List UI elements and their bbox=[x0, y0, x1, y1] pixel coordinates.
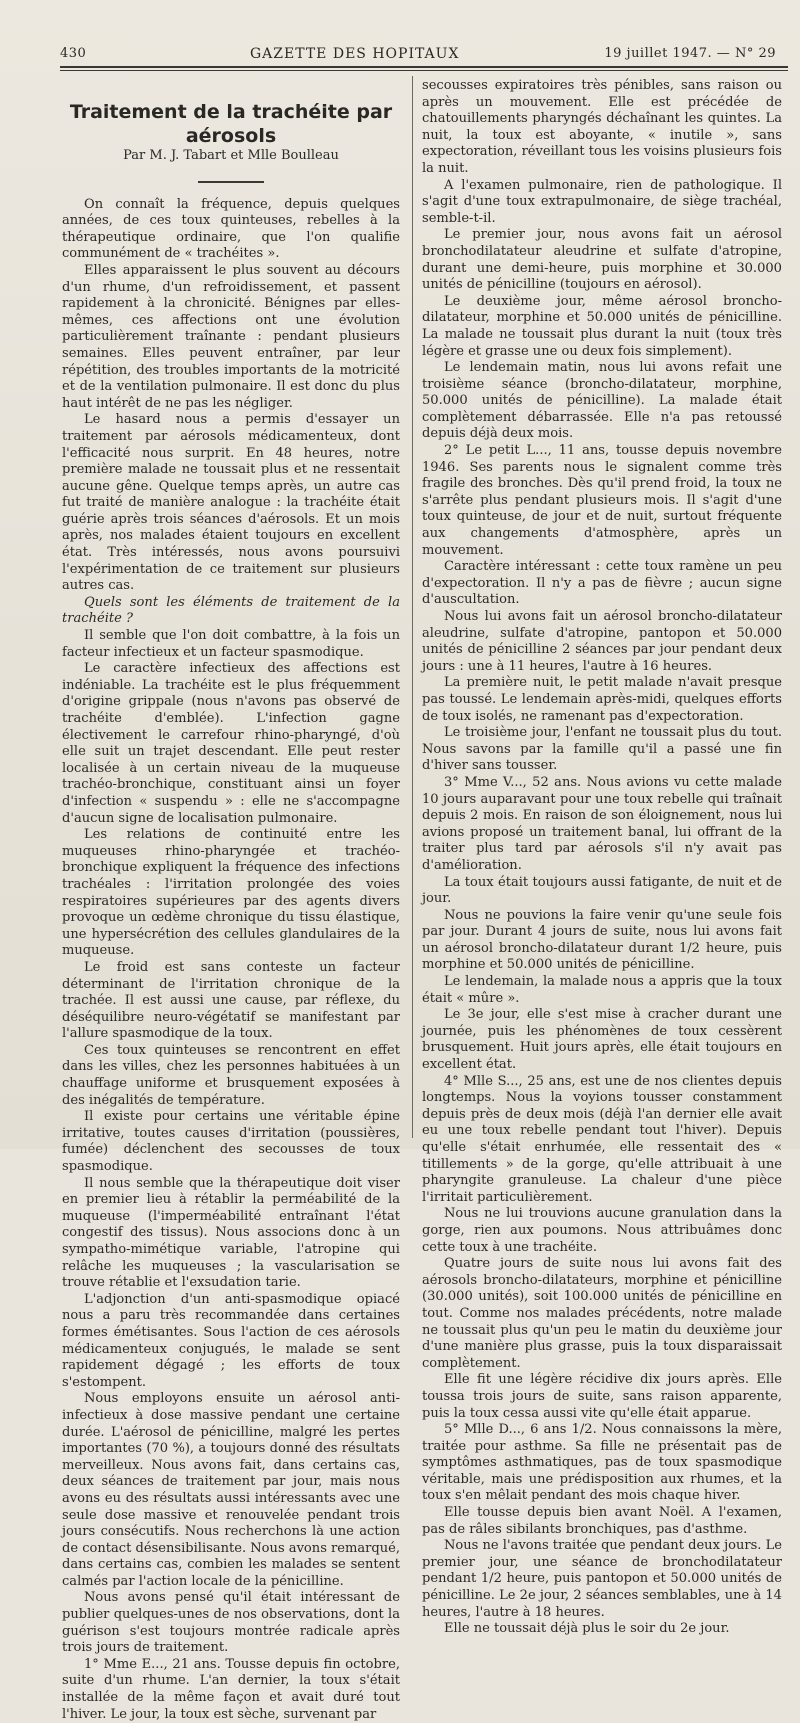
left-column bbox=[62, 78, 400, 1723]
paragraph: 1° Mme E..., 21 ans. Tousse depuis fin octobre, suite d'un rhume. L'an dernier, la toux s'était installée de la même façon et avait duré tout l'hiver. Le jour, la toux est sèche, survenant par bbox=[62, 1656, 400, 1722]
article-byline: Par M. J. Tabart et Mlle Boulleau bbox=[123, 148, 339, 163]
paragraph: 3° Mme V..., 52 ans. Nous avions vu cette malade 10 jours auparavant pour une toux rebelle qui traînait depuis 2 mois. En raison de son éloignement, nous lui avions proposé un traitement banal, lui offrant de la traiter plus tard par aérosols s'il n'y avait pas d'amélioration. bbox=[422, 774, 782, 873]
paragraph: A l'examen pulmonaire, rien de pathologique. Il s'agit d'une toux extrapulmonaire, de siège trachéal, semble-t-il. bbox=[422, 177, 782, 226]
paragraph: Elle tousse depuis bien avant Noël. A l'examen, pas de râles sibilants bronchiques, pas d'asthme. bbox=[422, 1505, 782, 1537]
paragraph: Il semble que l'on doit combattre, à la fois un facteur infectieux et un facteur spasmodique. bbox=[62, 628, 400, 660]
paragraph: Les relations de continuité entre les muqueuses rhino-pharyngée et trachéo-bronchique expliquent la fréquence des infections trachéales : l'irritation prolongée des voies respiratoires supérieures par des agents divers provoque un œdème chronique du tissu élastique, une hypersécrétion des cellules glandulaires de la muqueuse. bbox=[62, 827, 400, 959]
paragraph: Nous ne pouvions la faire venir qu'une seule fois par jour. Durant 4 jours de suite, nous lui avons fait un aérosol broncho-dilatateur durant 1/2 heure, puis morphine et 50.000 unités de pénicilline. bbox=[422, 907, 782, 973]
paragraph: Elle fit une légère récidive dix jours après. Elle toussa trois jours de suite, sans raison apparente, puis la toux cessa aussi vite qu'elle était apparue. bbox=[422, 1372, 782, 1421]
paragraph: Elle ne toussait déjà plus le soir du 2e jour. bbox=[444, 1621, 730, 1637]
paragraph: On connaît la fréquence, depuis quelques années, de ces toux quinteuses, rebelles à la thérapeutique ordinaire, que l'on qualifie communément de « trachéites ». bbox=[62, 196, 400, 262]
paragraph: Le deuxième jour, même aérosol broncho-dilatateur, morphine et 50.000 unités de pénicilline. La malade ne toussait plus durant la nuit (toux très légère et grasse une ou deux fois simplement). bbox=[422, 293, 782, 359]
paragraph: secousses expiratoires très pénibles, sans raison ou après un mouvement. Elle est précédée de chatouillements pharyngés déchaînant les quintes. La nuit, la toux est aboyante, « inutile », sans expectoration, réveillant tous les voisins plusieurs fois la nuit. bbox=[422, 78, 782, 176]
header-rule bbox=[60, 66, 788, 68]
paragraph: Caractère intéressant : cette toux ramène un peu d'expectoration. Il n'y a pas de fièvre ; aucun signe d'auscultation. bbox=[422, 559, 782, 608]
paragraph: Nous avons pensé qu'il était intéressant de publier quelques-unes de nos observations, dont la guérison s'est toujours montrée radicale après trois jours de traitement. bbox=[62, 1590, 400, 1656]
journal-title: GAZETTE DES HOPITAUX bbox=[250, 46, 460, 62]
title-separator bbox=[198, 181, 264, 183]
header-rule-thin bbox=[60, 70, 788, 71]
paragraph: Nous lui avons fait un aérosol broncho-dilatateur aleudrine, sulfate d'atropine, pantopon et 50.000 unités de pénicilline 2 séances par jour pendant deux jours : une à 11 heures, l'autre à 16 heures. bbox=[422, 609, 782, 674]
paragraph: L'adjonction d'un anti-spasmodique opiacé nous a paru très recommandée dans certaines formes émétisantes. Sous l'action de ces aérosols médicamenteux conjugués, le malade se sent rapidement dégagé ; les efforts de toux s'estompent. bbox=[62, 1291, 400, 1390]
section-subheading: Quels sont les éléments de traitement de la trachéite ? bbox=[62, 594, 400, 627]
paragraph: Le hasard nous a permis d'essayer un traitement par aérosols médicamenteux, dont l'efficacité nous surprit. En 48 heures, notre première malade ne toussait plus et ne ressentait aucune gêne. Quelque temps après, un autre cas fut traité de manière analogue : la trachéite était guérie après trois séances d'aérosols. Et un mois après, nos malades étaient toujours en excellent état. Très intéressés, nous avons poursuivi l'expérimentation de ce traitement sur plusieurs autres cas. bbox=[62, 412, 400, 594]
column-divider bbox=[412, 76, 413, 1138]
article-title: Traitement de la trachéite par aérosols bbox=[69, 101, 393, 147]
paragraph: Elles apparaissent le plus souvent au décours d'un rhume, d'un refroidissement, et passent rapidement à la chronicité. Bénignes par elles-mêmes, ces affections ont une évolution particulièrement traînante : pendant plusieurs semaines. Elles peuvent entraîner, par leur répétition, des troubles importants de la motricité et de la ventilation pulmonaire. Il est donc du plus haut intérêt de ne pas les négliger. bbox=[62, 262, 400, 411]
running-header bbox=[60, 44, 788, 64]
right-column bbox=[422, 78, 782, 1638]
paragraph: La première nuit, le petit malade n'avait presque pas toussé. Le lendemain après-midi, quelques efforts de toux isolés, ne ramenant pas d'expectoration. bbox=[422, 675, 782, 724]
paragraph: Il nous semble que la thérapeutique doit viser en premier lieu à rétablir la perméabilité de la muqueuse (l'imperméabilité entraînant l'état congestif des tissus). Nous associons donc à un sympatho-mimétique variable, l'atropine qui relâche les muqueuses ; la vascularisation se trouve rétablie et l'exsudation tarie. bbox=[62, 1175, 400, 1291]
paragraph: Nous ne lui trouvions aucune granulation dans la gorge, rien aux poumons. Nous attribuâmes donc cette toux à une trachéite. bbox=[422, 1206, 782, 1255]
paragraph: 4° Mlle S..., 25 ans, est une de nos clientes depuis longtemps. Nous la voyions tousser constamment depuis près de deux mois (déjà l'an dernier elle avait eu une toux rebelle pendant tout l'hiver). Depuis qu'elle s'était enrhumée, elle ressentait des « titillements » de la gorge, qu'elle attribuait à une pharyngite granuleuse. La chaleur d'une pièce l'irritait particulièrement. bbox=[422, 1073, 782, 1205]
paragraph: Le froid est sans conteste un facteur déterminant de l'irritation chronique de la trachée. Il est aussi une cause, par réflexe, du déséquilibre neuro-végétatif se manifestant par l'allure spasmodique de la toux. bbox=[62, 959, 400, 1042]
paragraph: Le premier jour, nous avons fait un aérosol bronchodilatateur aleudrine et sulfate d'atropine, durant une demi-heure, puis morphine et 30.000 unités de pénicilline (toujours en aérosol). bbox=[422, 227, 782, 293]
issue-date: 19 juillet 1947. — N° 29 bbox=[604, 46, 776, 61]
paragraph: La toux était toujours aussi fatigante, de nuit et de jour. bbox=[422, 874, 782, 907]
paragraph: 5° Mlle D..., 6 ans 1/2. Nous connaissons la mère, traitée pour asthme. Sa fille ne présentait pas de symptômes asthmatiques, pas de toux spasmodique véritable, mais une prédisposition aux rhumes, et la toux s'en mêlait pendant des mois chaque hiver. bbox=[422, 1422, 782, 1504]
paragraph: Il existe pour certains une véritable épine irritative, toutes causes d'irritation (poussières, fumée) déclenchent des secousses de toux spasmodique. bbox=[62, 1109, 400, 1175]
paragraph: Le lendemain, la malade nous a appris que la toux était « mûre ». bbox=[422, 974, 782, 1006]
page-number: 430 bbox=[60, 46, 87, 61]
paragraph: Le 3e jour, elle s'est mise à cracher durant une journée, puis les phénomènes de toux cessèrent brusquement. Huit jours après, elle était toujours en excellent état. bbox=[422, 1007, 782, 1073]
paragraph: Nous employons ensuite un aérosol anti-infectieux à dose massive pendant une certaine durée. L'aérosol de pénicilline, malgré les pertes importantes (70 %), a toujours donné des résultats merveilleux. Nous avons fait, dans certains cas, deux séances de traitement par jour, mais nous avons eu des résultats aussi intéressants avec une seule dose massive et renouvelée pendant trois jours consécutifs. Nous recherchons là une action de contact désensibilisante. Nous avons remarqué, dans certains cas, combien les malades se sentent calmés par l'action locale de la pénicilline. bbox=[62, 1391, 401, 1589]
paragraph: Le troisième jour, l'enfant ne toussait plus du tout. Nous savons par la famille qu'il a passé une fin d'hiver sans tousser. bbox=[422, 725, 782, 774]
paragraph: Le lendemain matin, nous lui avons refait une troisième séance (broncho-dilatateur, morphine, 50.000 unités de pénicilline). La malade était complètement débarrassée. Elle n'a pas retoussé depuis déjà deux mois. bbox=[422, 360, 782, 442]
paragraph: Quatre jours de suite nous lui avons fait des aérosols broncho-dilatateurs, morphine et pénicilline (30.000 unités), soit 100.000 unités de pénicilline en tout. Comme nos malades précédents, notre malade ne toussait plus qu'un peu le matin du deuxième jour d'une manière plus grasse, puis la toux disparaissait complètement. bbox=[422, 1256, 782, 1371]
paragraph: 2° Le petit L..., 11 ans, tousse depuis novembre 1946. Ses parents nous le signalent comme très fragile des bronches. Dès qu'il prend froid, la toux ne s'arrête plus pendant plusieurs mois. Il s'agit d'une toux quinteuse, de jour et de nuit, surtout fréquente aux changements d'atmosphère, après un mouvement. bbox=[422, 443, 782, 558]
paragraph: Nous ne l'avons traitée que pendant deux jours. Le premier jour, une séance de bronchodilatateur pendant 1/2 heure, puis pantopon et 50.000 unités de pénicilline. Le 2e jour, 2 séances semblables, une à 14 heures, l'autre à 18 heures. bbox=[422, 1538, 782, 1620]
paragraph: Le caractère infectieux des affections est indéniable. La trachéite est le plus fréquemment d'origine grippale (nous n'avons pas observé de trachéite d'emblée). L'infection gagne électivement le carrefour rhino-pharyngé, d'où elle suit un trajet descendant. Elle peut rester localisée à un certain niveau de la muqueuse trachéo-bronchique, constituant ainsi un foyer d'infection « suspendu » : elle ne s'accompagne d'aucun signe de localisation pulmonaire. bbox=[62, 661, 400, 826]
paragraph: Ces toux quinteuses se rencontrent en effet dans les villes, chez les personnes habituées à un chauffage uniforme et brusquement exposées à des inégalités de température. bbox=[62, 1042, 400, 1108]
